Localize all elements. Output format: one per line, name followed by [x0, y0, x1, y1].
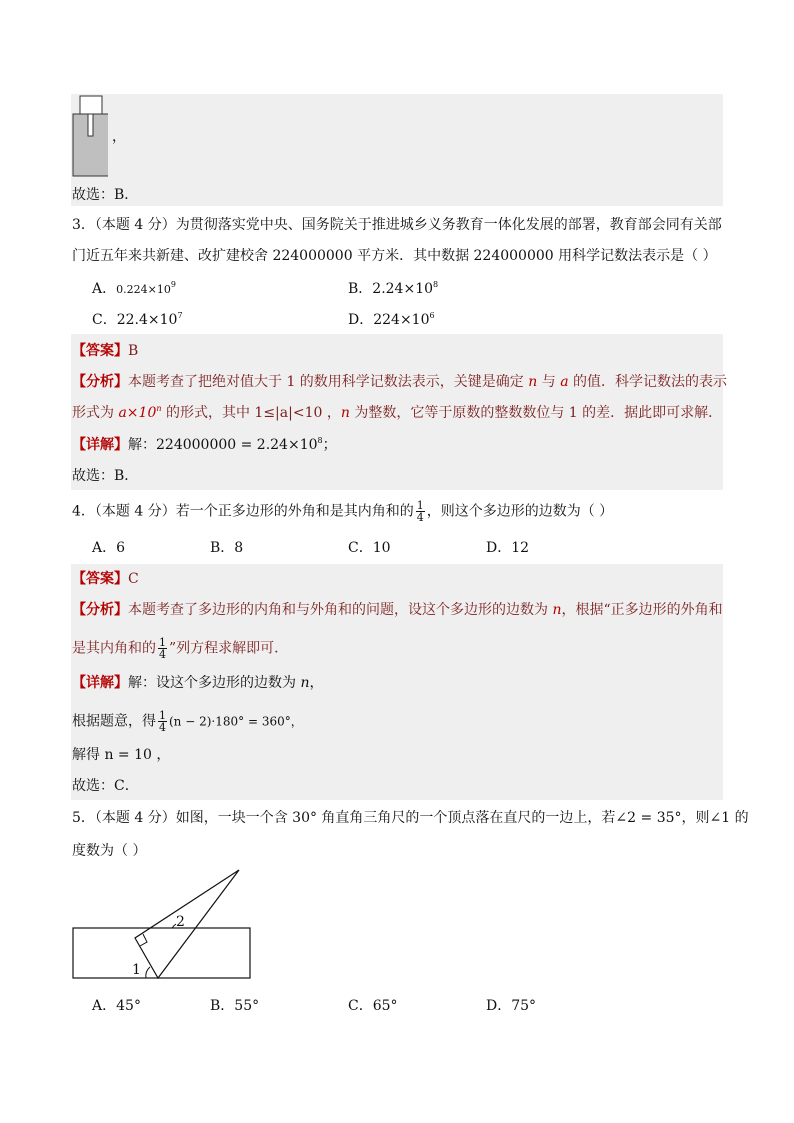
q3-option-c: C．$22.4\times 10^7$ [92, 311, 183, 328]
q5-option-a: A．45° [92, 998, 141, 1014]
q4-stem: 4．（本题 4 分）若一个正多边形的外角和是其内角和的 $\frac{1}{4}$ ，则这个多边形的边数为（ ） [72, 499, 614, 524]
q4-analysis-fraction: $\frac{1}{4}$ [159, 636, 166, 661]
cuboid-figure [72, 95, 108, 177]
q4-option-a: A．6 [92, 540, 126, 556]
q3-stem-line2: 门近五年来共新建、改扩建校舍 224000000 平方米．其中数据 224000000 用科学记数法表示是（ ） [72, 248, 717, 264]
q3-option-a: A．$0.224\times 10^9$ [92, 280, 176, 297]
q4-detail-line1: 【详解】解：设这个多边形的边数为 n， [72, 675, 324, 691]
previous-solution-block [71, 94, 723, 206]
angle-label-2: 2 [176, 914, 185, 930]
prev-result: 故选：B． [72, 187, 139, 203]
q3-analysis-line1: 【分析】本题考查了把绝对值大于 1 的数用科学记数法表示，关键是确定 n 与 a 的值．科学记数法的表示 [72, 374, 728, 390]
ruler-triangle-figure [68, 866, 258, 984]
q4-option-c: C．10 [348, 540, 391, 556]
q5-stem-line2: 度数为（ ） [72, 843, 147, 859]
q3-detail: 【详解】解：$224000000 = 2.24\times 10^8$； [72, 436, 337, 453]
q3-result: 故选：B． [72, 468, 139, 484]
q4-result: 故选：C． [72, 778, 139, 794]
figure-comma: ， [112, 129, 126, 145]
q3-option-b: B．$2.24\times 10^8$ [348, 280, 439, 297]
q3-stem-line1: 3．（本题 4 分）为贯彻落实党中央、国务院关于推进城乡义务教育一体化发展的部署，教育部会同有关部 [72, 217, 722, 233]
angle-label-1: 1 [132, 962, 141, 978]
angle-1-arc [146, 967, 150, 978]
q5-stem-line1: 5．（本题 4 分）如图，一块一个含 30° 角直角三角尺的一个顶点落在直尺的一边上，若∠2 = 35°，则∠1 的 [72, 810, 749, 826]
q3-option-d: D．$224\times 10^6$ [348, 311, 435, 328]
q4-option-d: D．12 [486, 540, 530, 556]
q5-option-d: D．75° [486, 998, 537, 1014]
q4-analysis-line2: 是其内角和的 $\frac{1}{4}$ ”列方程求解即可． [72, 636, 289, 661]
ruler-shape [73, 928, 250, 978]
triangle-shape [135, 870, 239, 978]
q4-detail-line3: 解得 n = 10 ， [72, 747, 171, 763]
q4-analysis-line1: 【分析】本题考查了多边形的内角和与外角和的问题，设这个多边形的边数为 n，根据“正多边形的外角和 [72, 602, 723, 618]
q5-option-c: C．65° [348, 998, 398, 1014]
right-angle-mark [140, 934, 147, 946]
q4-option-b: B．8 [210, 540, 244, 556]
q3-answer: 【答案】B [72, 343, 139, 359]
q5-option-b: B．55° [210, 998, 260, 1014]
q4-answer: 【答案】C [72, 571, 139, 587]
q4-detail-line2: 根据题意，得 $\frac{1}{4}$ (n − 2)·180° = 360°， [72, 709, 303, 734]
q3-analysis-line2: 形式为 $a\times 10^n$ 的形式，其中 1≤|a|<10 ，n 为整数，它等于原数的整数数位与 1 的差．据此即可求解． [72, 404, 723, 421]
q4-fraction: $\frac{1}{4}$ [416, 499, 424, 524]
q4-detail-fraction: $\frac{1}{4}$ [159, 709, 166, 734]
